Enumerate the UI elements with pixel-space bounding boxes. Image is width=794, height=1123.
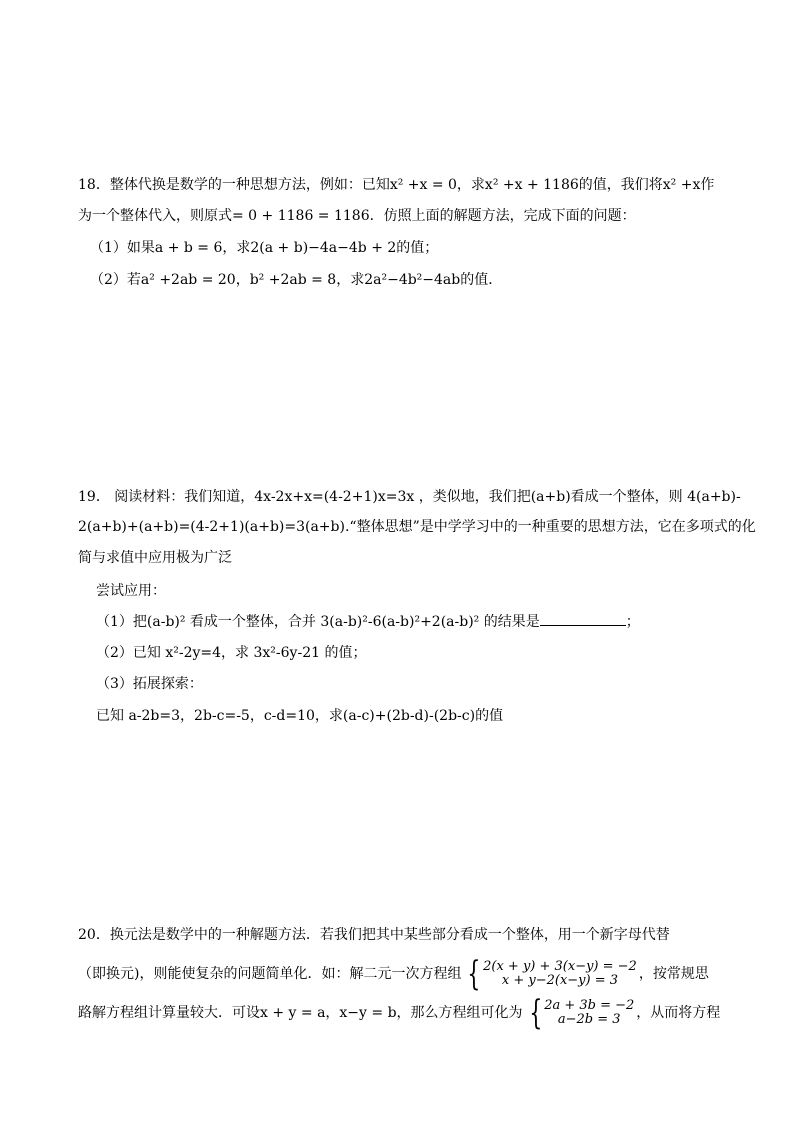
equation-system-2 xyxy=(525,993,635,1033)
q18-part2: （2）若a² +2ab = 20，b² +2ab = 8，求2a²−4b²−4ab的值． xyxy=(90,272,503,288)
q19-part1-text: （1）把(a-b)² 看成一个整体，合并 3(a-b)²-6(a-b)²+2(a-b)² 的结果是 xyxy=(96,614,540,630)
q19-part3-text: 已知 a-2b=3，2b-c=-5，c-d=10，求(a-c)+(2b-d)-(2b-c)的值 xyxy=(96,708,504,724)
brace-icon: { xyxy=(528,993,542,1033)
q20-line3 xyxy=(78,993,721,1033)
q19-line1: 19． 阅读材料：我们知道，4x-2x+x=(4-2+1)x=3x ，类似地，我们把(a+b)看成一个整体，则 4(a+b)- xyxy=(78,489,741,505)
system2-eq2: a−2b = 3 xyxy=(557,1012,621,1027)
q18-line2: 为一个整体代入，则原式= 0 + 1186 = 1186．仿照上面的解题方法，完成下面的问题： xyxy=(78,208,636,224)
equation-system-1 xyxy=(463,954,637,994)
q19-part3: （3）拓展探索： xyxy=(96,676,203,692)
q20-line2-end: ，按常规思 xyxy=(638,966,709,982)
q19-part2: （2）已知 x²-2y=4，求 3x²-6y-21 的值； xyxy=(96,645,367,661)
q20-line3-end: ，从而将方程 xyxy=(636,1005,721,1021)
brace-icon: { xyxy=(467,954,481,994)
q19-line2: 2(a+b)+(a+b)=(4-2+1)(a+b)=3(a+b).“整体思想”是中学学习中的一种重要的思想方法，它在多项式的化 xyxy=(78,519,756,535)
q19-part1-end: ； xyxy=(625,614,640,630)
q20-line3-text: 路解方程组计算量较大．可设x + y = a，x−y = b，那么方程组可化为 xyxy=(78,1005,523,1021)
answer-blank xyxy=(540,611,626,626)
q19-part1 xyxy=(96,611,640,632)
q19-try-label: 尝试应用： xyxy=(96,583,166,599)
system1-eq1: 2(x + y) + 3(x−y) = −2 xyxy=(483,959,637,974)
q19-line3: 简与求值中应用极为广泛 xyxy=(78,550,232,566)
q18-line1: 18．整体代换是数学的一种思想方法，例如：已知x² +x = 0，求x² +x + 1186的值，我们将x² +x作 xyxy=(78,177,715,193)
q20-line2-text: （即换元)，则能使复杂的问题简单化．如：解二元一次方程组 xyxy=(78,966,462,982)
q20-line1: 20．换元法是数学中的一种解题方法．若我们把其中某些部分看成一个整体，用一个新字母代替 xyxy=(78,927,670,943)
q20-line2 xyxy=(78,954,709,994)
system1-eq2: x + y−2(x−y) = 3 xyxy=(501,973,619,988)
q18-part1: （1）如果a + b = 6，求2(a + b)−4a−4b + 2的值； xyxy=(90,240,439,256)
system2-eq1: 2a + 3b = −2 xyxy=(544,998,635,1013)
